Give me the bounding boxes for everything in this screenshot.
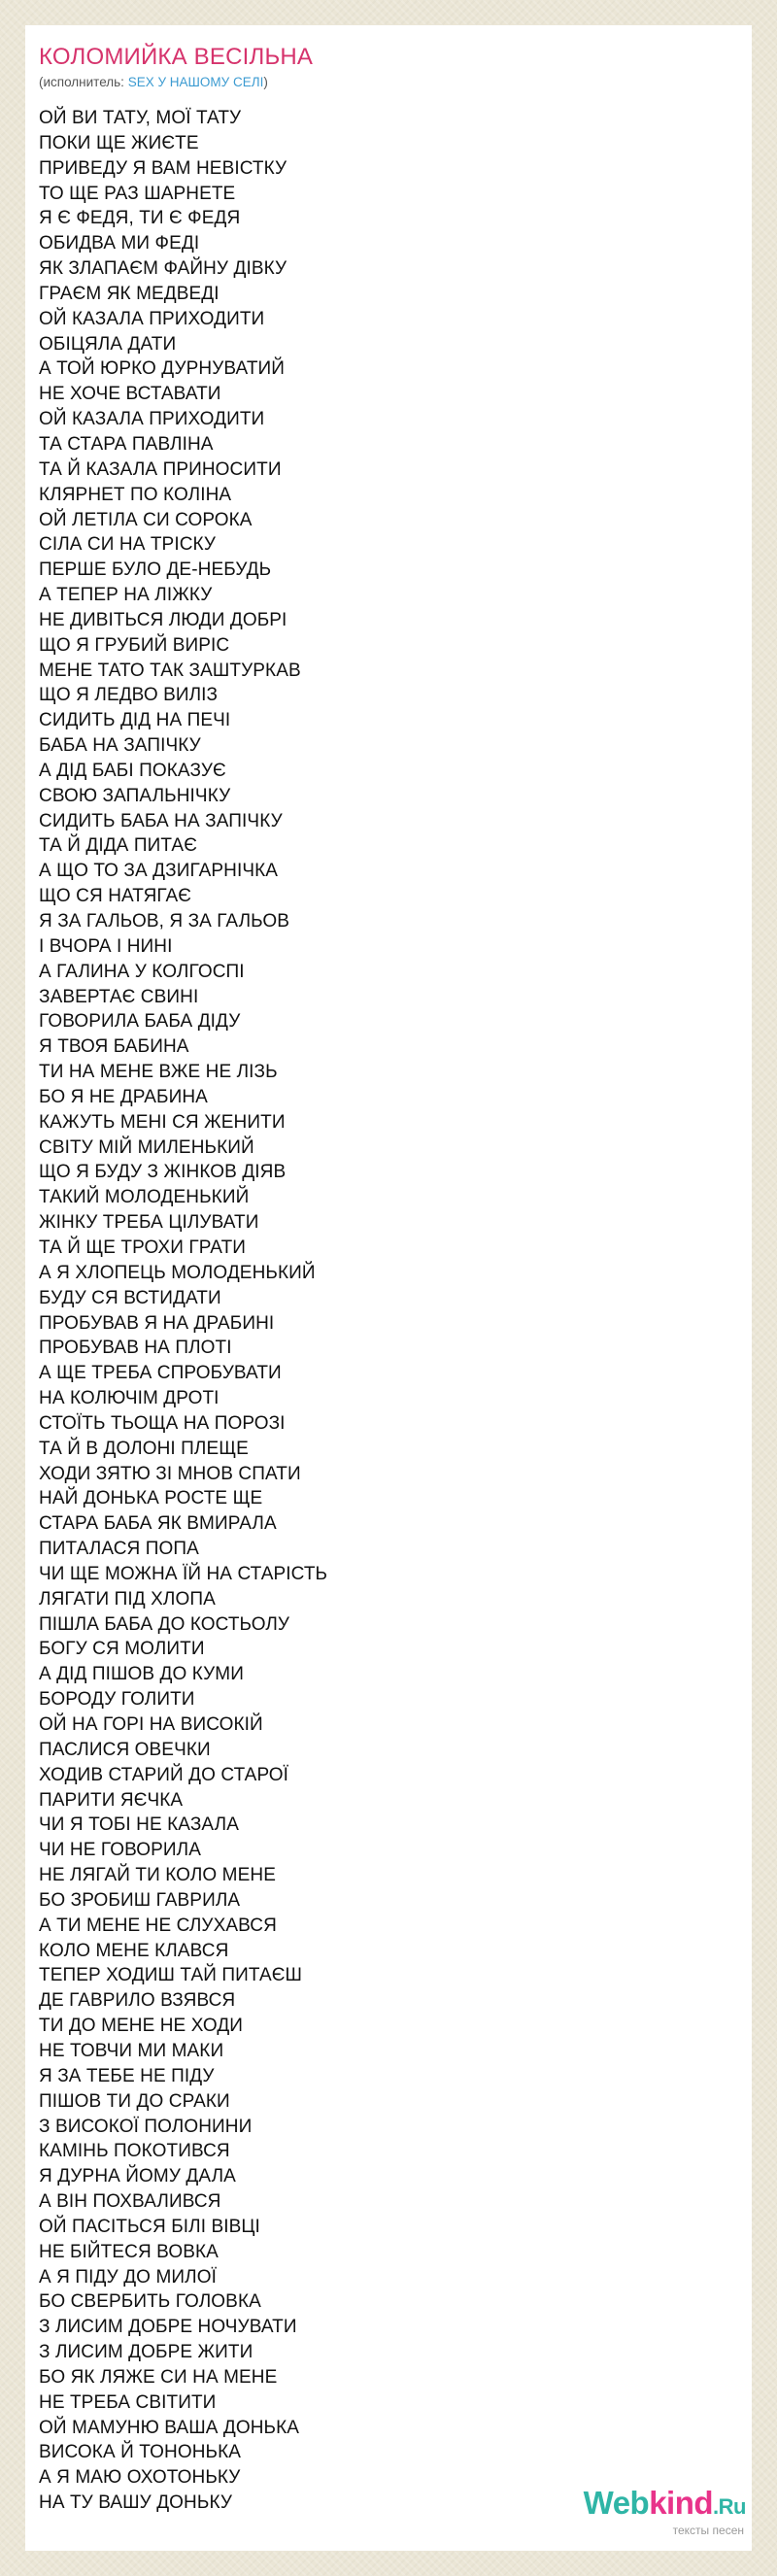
lyric-line: СИДИТЬ ДІД НА ПЕЧІ xyxy=(39,710,231,731)
lyric-line: ОЙ ПАСІТЬСЯ БІЛІ ВІВЦІ xyxy=(39,2216,260,2237)
lyric-line: НЕ ТРЕБА СВІТИТИ xyxy=(39,2391,217,2413)
lyric-line: КАМІНЬ ПОКОТИВСЯ xyxy=(39,2141,230,2162)
lyric-line: З ЛИСИМ ДОБРЕ ЖИТИ xyxy=(39,2342,253,2363)
lyric-line: НАЙ ДОНЬКА РОСТЕ ЩЕ xyxy=(39,1488,263,1509)
lyric-line: ЛЯГАТИ ПІД ХЛОПА xyxy=(39,1588,216,1610)
lyric-line: А ЩО ТО ЗА ДЗИГАРНІЧКА xyxy=(39,861,279,882)
lyric-line: А ТОЙ ЮРКО ДУРНУВАТИЙ xyxy=(39,358,286,380)
lyric-line: А ЩЕ ТРЕБА СПРОБУВАТИ xyxy=(39,1363,282,1384)
lyric-line: ПЕРШЕ БУЛО ДЕ-НЕБУДЬ xyxy=(39,559,272,581)
lyric-line: ТА Й В ДОЛОНІ ПЛЕЩЕ xyxy=(39,1438,249,1459)
lyric-line: НЕ БІЙТЕСЯ ВОВКА xyxy=(39,2241,219,2262)
lyric-line: НА ТУ ВАШУ ДОНЬКУ xyxy=(39,2492,232,2514)
lyric-line: Я Є ФЕДЯ, ТИ Є ФЕДЯ xyxy=(39,208,241,229)
lyric-line: ПРОБУВАВ Я НА ДРАБИНІ xyxy=(39,1312,275,1334)
lyric-line: ТА Й ДІДА ПИТАЄ xyxy=(39,835,197,857)
lyric-line: ОЙ НА ГОРІ НА ВИСОКІЙ xyxy=(39,1714,263,1735)
lyric-line: ОБИДВА МИ ФЕДІ xyxy=(39,233,200,254)
lyric-line: ОЙ ЛЕТІЛА СИ СОРОКА xyxy=(39,509,253,530)
lyric-line: А Я ХЛОПЕЦЬ МОЛОДЕНЬКИЙ xyxy=(39,1262,316,1283)
lyric-line: ЩО Я ЛЕДВО ВИЛІЗ xyxy=(39,685,219,706)
lyric-line: А Я МАЮ ОХОТОНЬКУ xyxy=(39,2467,241,2489)
lyric-line: БО Я НЕ ДРАБИНА xyxy=(39,1086,208,1107)
lyric-line: ЖІНКУ ТРЕБА ЦІЛУВАТИ xyxy=(39,1212,259,1234)
lyric-line: ДЕ ГАВРИЛО ВЗЯВСЯ xyxy=(39,1990,236,2012)
lyric-line: А Я ПІДУ ДО МИЛОЇ xyxy=(39,2266,217,2288)
lyric-line: А ДІД БАБІ ПОКАЗУЄ xyxy=(39,760,226,781)
lyric-line: ПОКИ ЩЕ ЖИЄТЕ xyxy=(39,132,199,153)
lyric-line: ЩО Я БУДУ З ЖІНКОВ ДІЯВ xyxy=(39,1162,287,1183)
lyric-line: ТАКИЙ МОЛОДЕНЬКИЙ xyxy=(39,1187,250,1208)
lyric-line: ОЙ МАМУНЮ ВАША ДОНЬКА xyxy=(39,2417,300,2438)
lyric-line: ЗАВЕРТАЄ СВИНІ xyxy=(39,986,199,1007)
lyric-line: ПАРИТИ ЯЄЧКА xyxy=(39,1789,184,1811)
lyric-line: ТО ЩЕ РАЗ ШАРНЕТЕ xyxy=(39,183,236,204)
logo-tagline: тексты песен xyxy=(672,2524,744,2537)
lyric-line: СИДИТЬ БАБА НА ЗАПІЧКУ xyxy=(39,810,283,831)
lyric-line: ЩО СЯ НАТЯГАЄ xyxy=(39,886,192,907)
lyric-line: А ТЕПЕР НА ЛІЖКУ xyxy=(39,585,213,606)
lyric-line: СТАРА БАБА ЯК ВМИРАЛА xyxy=(39,1513,277,1535)
artist-link[interactable]: SEX У НАШОМУ СЕЛІ xyxy=(127,75,264,89)
lyric-line: ЧИ Я ТОБІ НЕ КАЗАЛА xyxy=(39,1814,239,1836)
logo-wordmark xyxy=(584,2487,746,2524)
lyric-line: СВОЮ ЗАПАЛЬНІЧКУ xyxy=(39,785,231,806)
lyric-line: СІЛА СИ НА ТРІСКУ xyxy=(39,534,217,556)
lyric-line: КАЖУТЬ МЕНІ СЯ ЖЕНИТИ xyxy=(39,1111,286,1133)
lyric-line: КОЛО МЕНЕ КЛАВСЯ xyxy=(39,1940,229,1961)
lyric-line: БОРОДУ ГОЛИТИ xyxy=(39,1689,195,1711)
lyric-line: ПІШЛА БАБА ДО КОСТЬОЛУ xyxy=(39,1613,290,1635)
lyric-line: БОГУ СЯ МОЛИТИ xyxy=(39,1639,205,1660)
artist-suffix: ) xyxy=(263,75,268,89)
lyric-line: ОБІЦЯЛА ДАТИ xyxy=(39,333,177,355)
lyric-line: ВИСОКА Й ТОНОНЬКА xyxy=(39,2442,242,2463)
webkind-logo[interactable] xyxy=(584,2487,746,2537)
lyric-line: ОЙ ВИ ТАТУ, МОЇ ТАТУ xyxy=(39,108,242,128)
lyric-line: КЛЯРНЕТ ПО КОЛІНА xyxy=(39,484,232,505)
lyric-line: МЕНЕ ТАТО ТАК ЗАШТУРКАВ xyxy=(39,660,301,681)
lyric-line: А ТИ МЕНЕ НЕ СЛУХАВСЯ xyxy=(39,1915,277,1936)
lyric-line: НЕ ТОВЧИ МИ МАКИ xyxy=(39,2040,224,2061)
lyric-line: З ЛИСИМ ДОБРЕ НОЧУВАТИ xyxy=(39,2317,297,2338)
lyric-line: БО ЯК ЛЯЖЕ СИ НА МЕНЕ xyxy=(39,2366,278,2388)
lyric-line: Я ДУРНА ЙОМУ ДАЛА xyxy=(39,2166,236,2187)
lyric-line: ТИ НА МЕНЕ ВЖЕ НЕ ЛІЗЬ xyxy=(39,1062,278,1083)
logo-tld: .Ru xyxy=(713,2494,746,2519)
lyric-line: А ДІД ПІШОВ ДО КУМИ xyxy=(39,1664,244,1685)
lyric-line: БО СВЕРБИТЬ ГОЛОВКА xyxy=(39,2291,261,2313)
lyric-line: НА КОЛЮЧІМ ДРОТІ xyxy=(39,1388,220,1409)
lyric-line: НЕ ХОЧЕ ВСТАВАТИ xyxy=(39,384,221,405)
lyric-line: А ВІН ПОХВАЛИВСЯ xyxy=(39,2191,221,2213)
lyric-line: ТА Й ЩЕ ТРОХИ ГРАТИ xyxy=(39,1237,247,1258)
artist-line xyxy=(39,74,738,91)
lyric-line: ПІШОВ ТИ ДО СРАКИ xyxy=(39,2090,230,2112)
lyric-line: З ВИСОКОЇ ПОЛОНИНИ xyxy=(39,2116,253,2137)
lyric-line: ЧИ ЩЕ МОЖНА ЇЙ НА СТАРІСТЬ xyxy=(39,1563,328,1584)
lyric-line: ТА СТАРА ПАВЛІНА xyxy=(39,433,214,455)
lyric-line: БУДУ СЯ ВСТИДАТИ xyxy=(39,1287,221,1308)
lyrics-list xyxy=(39,106,738,2516)
lyric-line: ГРАЄМ ЯК МЕДВЕДІ xyxy=(39,283,220,304)
lyric-line: ЯК ЗЛАПАЄМ ФАЙНУ ДІВКУ xyxy=(39,258,287,280)
lyric-line: ОЙ КАЗАЛА ПРИХОДИТИ xyxy=(39,308,265,329)
lyric-line: ХОДИВ СТАРИЙ ДО СТАРОЇ xyxy=(39,1764,289,1785)
lyric-line: ПРОБУВАВ НА ПЛОТІ xyxy=(39,1338,232,1359)
lyric-line: ЧИ НЕ ГОВОРИЛА xyxy=(39,1840,201,1861)
lyric-line: БАБА НА ЗАПІЧКУ xyxy=(39,735,201,757)
lyric-line: НЕ ЛЯГАЙ ТИ КОЛО МЕНЕ xyxy=(39,1865,276,1886)
lyric-line: Я ЗА ТЕБЕ НЕ ПІДУ xyxy=(39,2065,215,2086)
logo-web: Web xyxy=(583,2485,650,2521)
lyrics-sheet xyxy=(25,25,752,2551)
logo-kind: kind xyxy=(649,2485,714,2521)
lyric-line: ХОДИ ЗЯТЮ ЗІ МНОВ СПАТИ xyxy=(39,1463,301,1484)
lyric-line: Я ТВОЯ БАБИНА xyxy=(39,1036,189,1058)
lyric-line: СТОЇТЬ ТЬОЩА НА ПОРОЗІ xyxy=(39,1412,286,1434)
lyric-line: ПИТАЛАСЯ ПОПА xyxy=(39,1539,199,1560)
lyric-line: ПРИВЕДУ Я ВАМ НЕВІСТКУ xyxy=(39,157,287,179)
lyric-line: ЩО Я ГРУБИЙ ВИРІС xyxy=(39,634,230,656)
lyric-line: СВІТУ МІЙ МИЛЕНЬКИЙ xyxy=(39,1136,254,1158)
lyric-line: І ВЧОРА І НИНІ xyxy=(39,935,173,957)
lyric-line: А ГАЛИНА У КОЛГОСПІ xyxy=(39,961,245,982)
lyric-line: БО ЗРОБИШ ГАВРИЛА xyxy=(39,1889,241,1911)
lyric-line: ТИ ДО МЕНЕ НЕ ХОДИ xyxy=(39,2016,244,2037)
artist-prefix: (исполнитель: xyxy=(39,75,128,89)
lyric-line: Я ЗА ГАЛЬОВ, Я ЗА ГАЛЬОВ xyxy=(39,911,289,932)
lyric-line: ОЙ КАЗАЛА ПРИХОДИТИ xyxy=(39,409,265,430)
song-title: КОЛОМИЙКА ВЕСІЛЬНА xyxy=(39,44,314,70)
lyric-line: ГОВОРИЛА БАБА ДІДУ xyxy=(39,1011,241,1033)
lyric-line: ПАСЛИСЯ ОВЕЧКИ xyxy=(39,1739,211,1760)
lyric-line: ТЕПЕР ХОДИШ ТАЙ ПИТАЄШ xyxy=(39,1965,302,1986)
lyric-line: НЕ ДИВІТЬСЯ ЛЮДИ ДОБРІ xyxy=(39,609,287,630)
lyric-line: ТА Й КАЗАЛА ПРИНОСИТИ xyxy=(39,458,282,480)
